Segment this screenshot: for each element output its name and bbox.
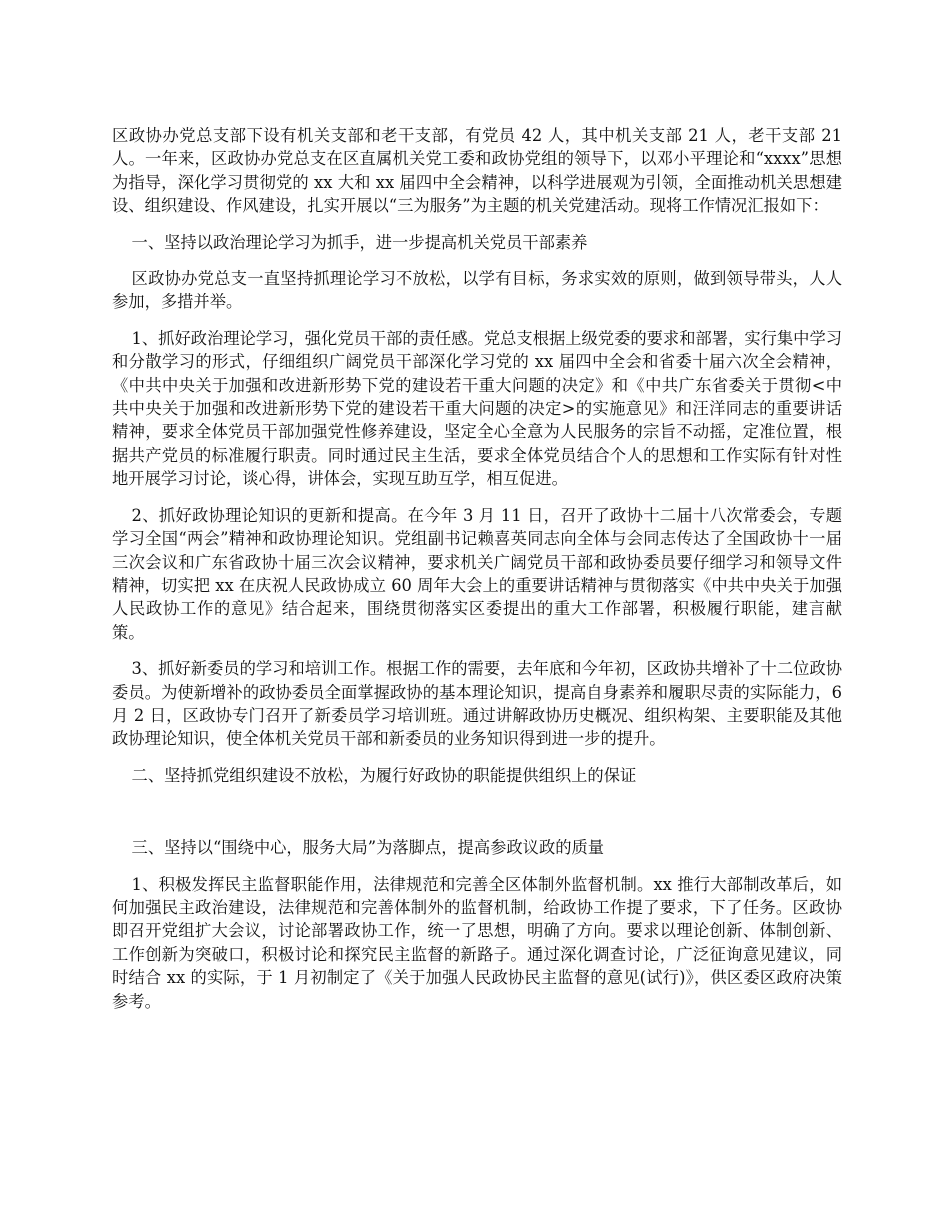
paragraph-section1-intro: 区政协办党总支一直坚持抓理论学习不放松，以学有目标，务求实效的原则，做到领导带头，人人参加，多措并举。 — [112, 269, 842, 312]
section-heading-1: 一、坚持以政治理论学习为抓手，进一步提高机关党员干部素养 — [131, 232, 588, 252]
paragraph-intro: 区政协办党总支部下设有机关支部和老干支部，有党员 42 人，其中机关支部 21 人，老干支部 21 人。一年来，区政协办党总支在区直属机关党工委和政协党组的领导下，以邓小平理论和“xxxx”思想为指导，深化学习贯彻党的 xx 大和 xx 届四中全会精神，以科学进展观为引领，全面推动机关思想建设、组织建设、作风建设，扎实开展以“三为服务”为主题的机关党建活动。现将工作情况汇报如下： — [112, 126, 842, 216]
section-heading-3: 三、坚持以“围绕中心，服务大局”为落脚点，提高参政议政的质量 — [131, 838, 605, 858]
paragraph-item-1-3: 3、抓好新委员的学习和培训工作。根据工作的需要，去年底和今年初，区政协共增补了十二位政协委员。为使新增补的政协委员全面掌握政协的基本理论知识，提高自身素养和履职尽责的实际能力，6 月 2 日，区政协专门召开了新委员学习培训班。通过讲解政协历史概况、组织构架、主要职能及其他政协理论知识，使全体机关党员干部和新委员的业务知识得到进一步的提升。 — [112, 659, 843, 749]
paragraph-item-1-1: 1、抓好政治理论学习，强化党员干部的责任感。党总支根据上级党委的要求和部署，实行集中学习和分散学习的形式，仔细组织广阔党员干部深化学习党的 xx 届四中全会和省委十届六次全会精神，《中共中央关于加强和改进新形势下党的建设若干重大问题的决定》和《中共广东省委关于贯彻<中共中央关于加强和改进新形势下党的建设若干重大问题的决定>的实施意见》和汪洋同志的重要讲话精神，要求全体党员干部加强党性修养建设，坚定全心全意为人民服务的宗旨不动摇，定准位置，根据共产党员的标准履行职责。同时通过民主生活，要求全体党员结合个人的思想和工作实际有针对性地开展学习讨论，谈心得，讲体会，实现互助互学，相互促进。 — [112, 328, 843, 489]
paragraph-item-1-2: 2、抓好政协理论知识的更新和提高。在今年 3 月 11 日，召开了政协十二届十八次常委会，专题学习全国“两会”精神和政协理论知识。党组副书记赖喜英同志向全体与会同志传达了全国政协十一届三次会议和广东省政协十届三次会议精神，要求机关广阔党员干部和政协委员要仔细学习和领导文件精神，切实把 xx 在庆祝人民政协成立 60 周年大会上的重要讲话精神与贯彻落实《中共中央关于加强人民政协工作的意见》结合起来，围绕贯彻落实区委提出的重大工作部署，积极履行职能，建言献策。 — [112, 505, 842, 642]
paragraph-item-3-1: 1、积极发挥民主监督职能作用，法律规范和完善全区体制外监督机制。xx 推行大部制改革后，如何加强民主政治建设，法律规范和完善体制外的监督机制，给政协工作提了要求，下了任务。区政协即召开党组扩大会议，讨论部署政协工作，统一了思想，明确了方向。要求以理论创新、体制创新、工作创新为突破口，积极讨论和探究民主监督的新路子。通过深化调查讨论，广泛征询意见建议，同时结合 xx 的实际，于 1 月初制定了《关于加强人民政协民主监督的意见(试行)》，供区委区政府决策参考。 — [112, 874, 842, 1011]
document-body — [112, 124, 842, 1026]
blank-spacer — [112, 800, 842, 836]
section-heading-2: 二、坚持抓党组织建设不放松，为履行好政协的职能提供组织上的保证 — [131, 765, 637, 785]
